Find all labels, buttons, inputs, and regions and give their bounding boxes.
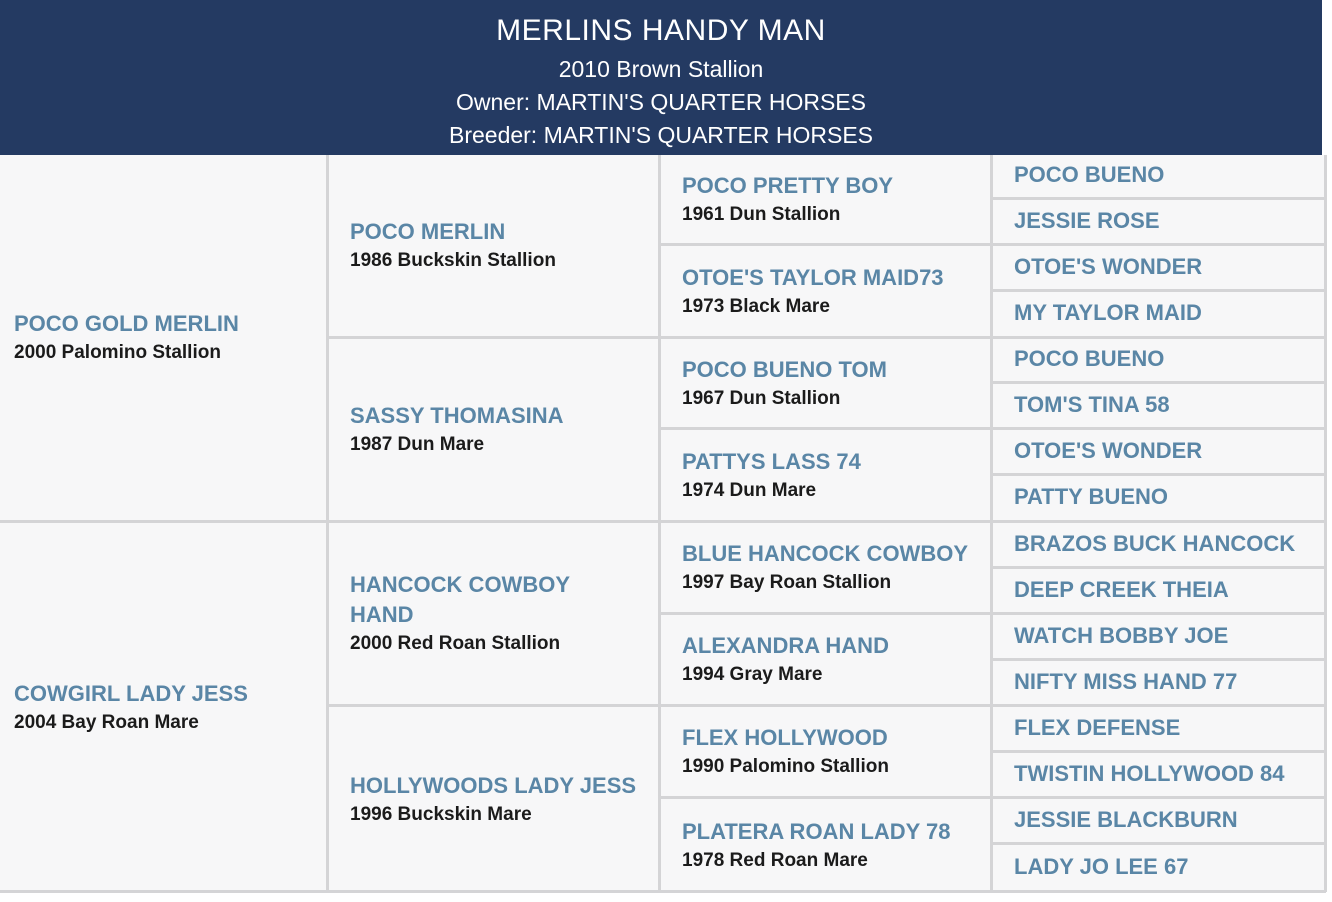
sire[interactable] [14, 309, 314, 367]
g4-horse-name[interactable]: JESSIE BLACKBURN [1014, 807, 1238, 832]
horse-name[interactable]: PLATERA ROAN LADY 78 [682, 819, 951, 844]
row-divider [660, 243, 1326, 246]
dams-dam[interactable] [350, 771, 650, 829]
row-divider [328, 704, 1326, 707]
column-divider [1324, 155, 1327, 892]
row-divider [660, 612, 1326, 615]
row-divider [992, 473, 1326, 476]
subject-name: MERLINS HANDY MAN [496, 14, 826, 47]
sires-dam[interactable] [350, 401, 650, 459]
row-divider [0, 520, 1326, 523]
row-divider [660, 427, 1326, 430]
great-grandparent[interactable] [682, 447, 982, 505]
g4-horse-name[interactable]: LADY JO LEE 67 [1014, 854, 1189, 879]
horse-name[interactable]: BLUE HANCOCK COWBOY [682, 541, 968, 566]
horse-name[interactable]: ALEXANDRA HAND [682, 633, 889, 658]
subject-owner: Owner: MARTIN'S QUARTER HORSES [456, 89, 866, 115]
horse-name[interactable]: POCO MERLIN [350, 219, 506, 244]
g4-horse-name[interactable]: TWISTIN HOLLYWOOD 84 [1014, 761, 1285, 786]
horse-description: 1994 Gray Mare [682, 664, 823, 685]
great-grandparent[interactable] [682, 817, 982, 875]
horse-description: 2000 Palomino Stallion [14, 342, 221, 363]
great-grandparent[interactable] [682, 723, 982, 781]
horse-description: 1987 Dun Mare [350, 434, 485, 455]
g4-horse-name[interactable]: POCO BUENO [1014, 162, 1165, 187]
great-grandparent[interactable] [682, 539, 982, 597]
horse-description: 1990 Palomino Stallion [682, 756, 889, 777]
horse-name[interactable]: HOLLYWOODS LADY JESS [350, 773, 637, 798]
great-grandparent[interactable] [682, 355, 982, 413]
horse-description: 1974 Dun Mare [682, 480, 817, 501]
row-divider [992, 750, 1326, 753]
dams-sire[interactable] [350, 570, 610, 658]
horse-name[interactable]: POCO GOLD MERLIN [14, 311, 239, 336]
horse-name[interactable]: POCO PRETTY BOY [682, 173, 894, 198]
g4-horse-name[interactable]: FLEX DEFENSE [1014, 715, 1181, 740]
g4-horse-name[interactable]: PATTY BUENO [1014, 484, 1169, 509]
great-grandparent[interactable] [682, 263, 982, 321]
horse-name[interactable]: HANCOCK COWBOY HAND [350, 572, 570, 627]
bottom-border [0, 890, 1326, 893]
g4-horse-name[interactable]: JESSIE ROSE [1014, 208, 1160, 233]
g4-horse-name[interactable]: DEEP CREEK THEIA [1014, 577, 1229, 602]
g4-horse-name[interactable]: OTOE'S WONDER [1014, 254, 1203, 279]
column-divider [326, 155, 329, 892]
subject-description: 2010 Brown Stallion [558, 56, 764, 82]
g4-horse-name[interactable]: WATCH BOBBY JOE [1014, 623, 1229, 648]
horse-name[interactable]: POCO BUENO TOM [682, 357, 887, 382]
column-divider [658, 155, 661, 892]
row-divider [992, 381, 1326, 384]
subject-breeder: Breeder: MARTIN'S QUARTER HORSES [448, 122, 874, 148]
column-divider [990, 155, 993, 892]
dam[interactable] [14, 679, 314, 737]
g4-horse-name[interactable]: MY TAYLOR MAID [1014, 300, 1202, 325]
g4-horse-name[interactable]: NIFTY MISS HAND 77 [1014, 669, 1238, 694]
horse-description: 1997 Bay Roan Stallion [682, 572, 892, 593]
row-divider [992, 197, 1326, 200]
g4-horse-name[interactable]: TOM'S TINA 58 [1014, 392, 1170, 417]
horse-name[interactable]: SASSY THOMASINA [350, 403, 564, 428]
horse-description: 1967 Dun Stallion [682, 388, 841, 409]
horse-name[interactable]: PATTYS LASS 74 [682, 449, 861, 474]
horse-description: 1978 Red Roan Mare [682, 850, 868, 871]
row-divider [992, 566, 1326, 569]
horse-description: 1986 Buckskin Stallion [350, 250, 556, 271]
row-divider [328, 336, 1326, 339]
pedigree-chart [0, 155, 1332, 895]
horse-name[interactable]: COWGIRL LADY JESS [14, 681, 248, 706]
horse-description: 1961 Dun Stallion [682, 204, 841, 225]
great-grandparent[interactable] [682, 631, 982, 689]
row-divider [992, 658, 1326, 661]
horse-description: 1996 Buckskin Mare [350, 804, 532, 825]
g4-horse-name[interactable]: OTOE'S WONDER [1014, 438, 1203, 463]
horse-description: 2004 Bay Roan Mare [14, 712, 199, 733]
pedigree-header [0, 0, 1322, 155]
row-divider [992, 842, 1326, 845]
row-divider [660, 796, 1326, 799]
horse-description: 2000 Red Roan Stallion [350, 633, 561, 654]
g4-horse-name[interactable]: POCO BUENO [1014, 346, 1165, 371]
horse-name[interactable]: OTOE'S TAYLOR MAID73 [682, 265, 944, 290]
great-grandparent[interactable] [682, 171, 982, 229]
g4-horse-name[interactable]: BRAZOS BUCK HANCOCK [1014, 531, 1296, 556]
row-divider [992, 289, 1326, 292]
horse-name[interactable]: FLEX HOLLYWOOD [682, 725, 888, 750]
horse-description: 1973 Black Mare [682, 296, 830, 317]
sires-sire[interactable] [350, 217, 650, 275]
